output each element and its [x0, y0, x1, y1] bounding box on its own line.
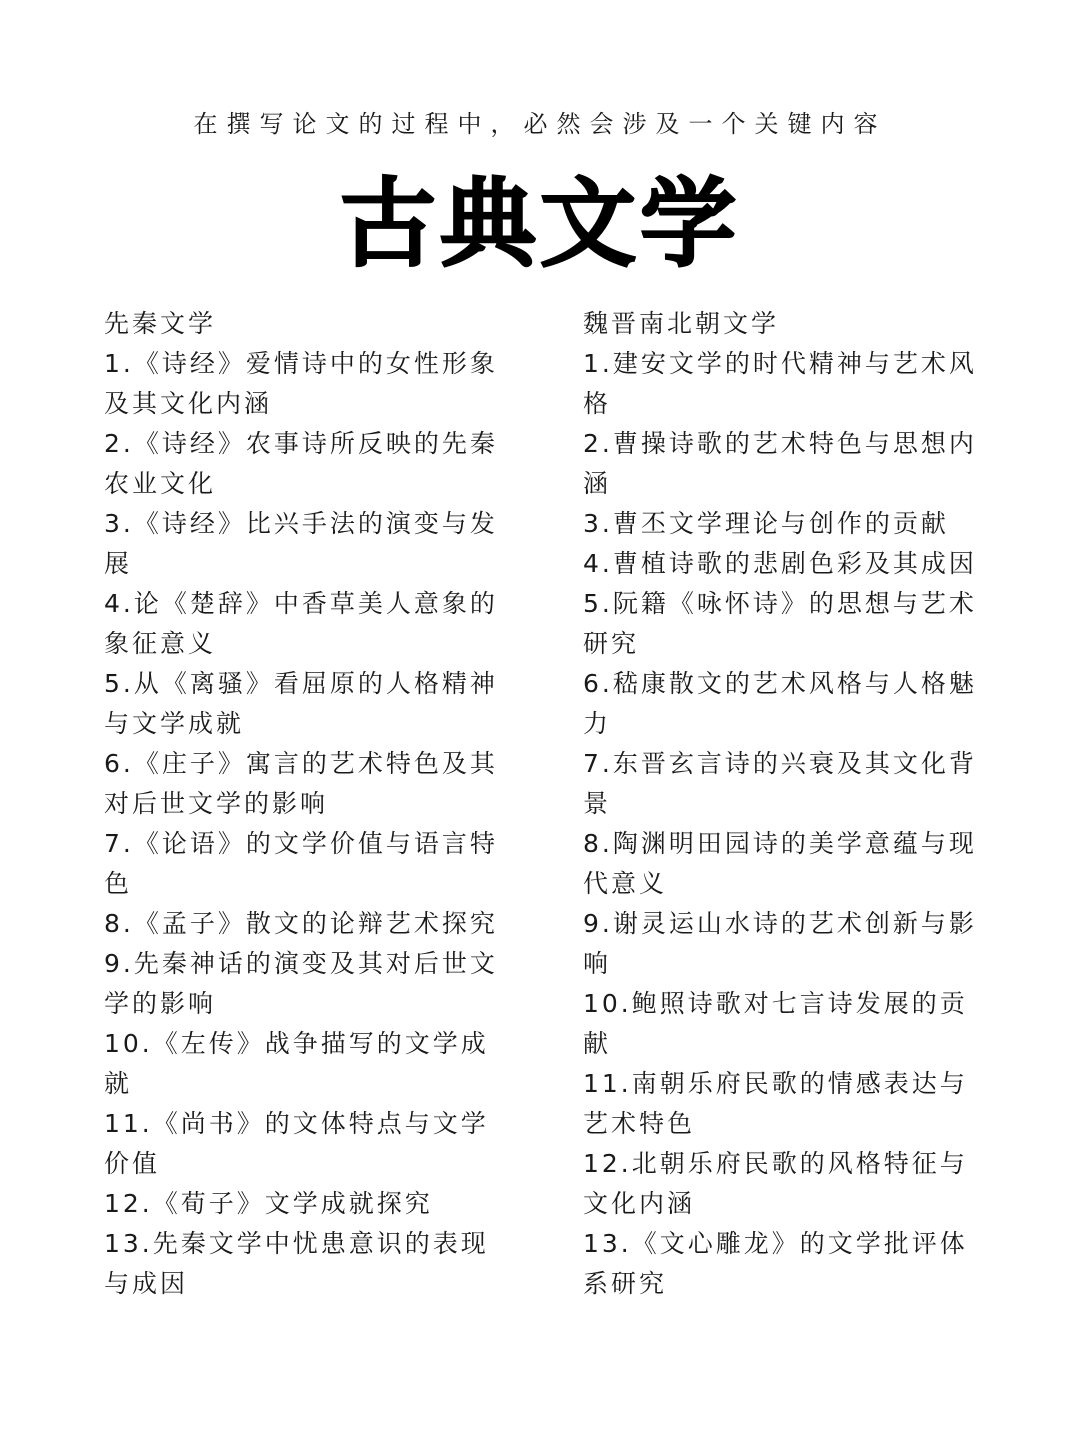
list-item: 9.谢灵运山水诗的艺术创新与影响: [583, 909, 977, 978]
left-column: [104, 304, 516, 1304]
list-item: 5.从《离骚》看屈原的人格精神与文学成就: [104, 669, 498, 738]
list-item: 2.《诗经》农事诗所反映的先秦农业文化: [104, 429, 498, 498]
page-title: 古典文学: [340, 168, 740, 280]
list-item: 10.《左传》战争描写的文学成就: [104, 1029, 489, 1098]
list-item: 11.南朝乐府民歌的情感表达与艺术特色: [583, 1069, 968, 1138]
list-item: 13.先秦文学中忧患意识的表现与成因: [104, 1229, 489, 1298]
list-item: 7.东晋玄言诗的兴衰及其文化背景: [583, 749, 977, 818]
list-item: 3.曹丕文学理论与创作的贡献: [583, 509, 949, 538]
page-subtitle: 在撰写论文的过程中，必然会涉及一个关键内容: [193, 110, 887, 138]
list-item: 6.《庄子》寓言的艺术特色及其对后世文学的影响: [104, 749, 498, 818]
list-item: 4.曹植诗歌的悲剧色彩及其成因: [583, 549, 977, 578]
list-item: 1.建安文学的时代精神与艺术风格: [583, 349, 977, 418]
list-item: 12.《荀子》文学成就探究: [104, 1189, 433, 1218]
list-item: 9.先秦神话的演变及其对后世文学的影响: [104, 949, 498, 1018]
list-item: 10.鲍照诗歌对七言诗发展的贡献: [583, 989, 968, 1058]
list-item: 1.《诗经》爱情诗中的女性形象及其文化内涵: [104, 349, 498, 418]
list-item: 8.《孟子》散文的论辩艺术探究: [104, 909, 498, 938]
list-item: 5.阮籍《咏怀诗》的思想与艺术研究: [583, 589, 977, 658]
list-item: 11.《尚书》的文体特点与文学价值: [104, 1109, 489, 1178]
right-column: [583, 304, 995, 1304]
list-item: 13.《文心雕龙》的文学批评体系研究: [583, 1229, 968, 1298]
list-item: 12.北朝乐府民歌的风格特征与文化内涵: [583, 1149, 968, 1218]
list-item: 2.曹操诗歌的艺术特色与思想内涵: [583, 429, 977, 498]
section-heading-pre-qin: 先秦文学: [104, 309, 217, 338]
list-item: 7.《论语》的文学价值与语言特色: [104, 829, 498, 898]
list-item: 4.论《楚辞》中香草美人意象的象征意义: [104, 589, 498, 658]
list-item: 8.陶渊明田园诗的美学意蕴与现代意义: [583, 829, 977, 898]
list-item: 6.嵇康散文的艺术风格与人格魅力: [583, 669, 977, 738]
section-heading-wei-jin: 魏晋南北朝文学: [583, 309, 780, 338]
list-item: 3.《诗经》比兴手法的演变与发展: [104, 509, 498, 578]
